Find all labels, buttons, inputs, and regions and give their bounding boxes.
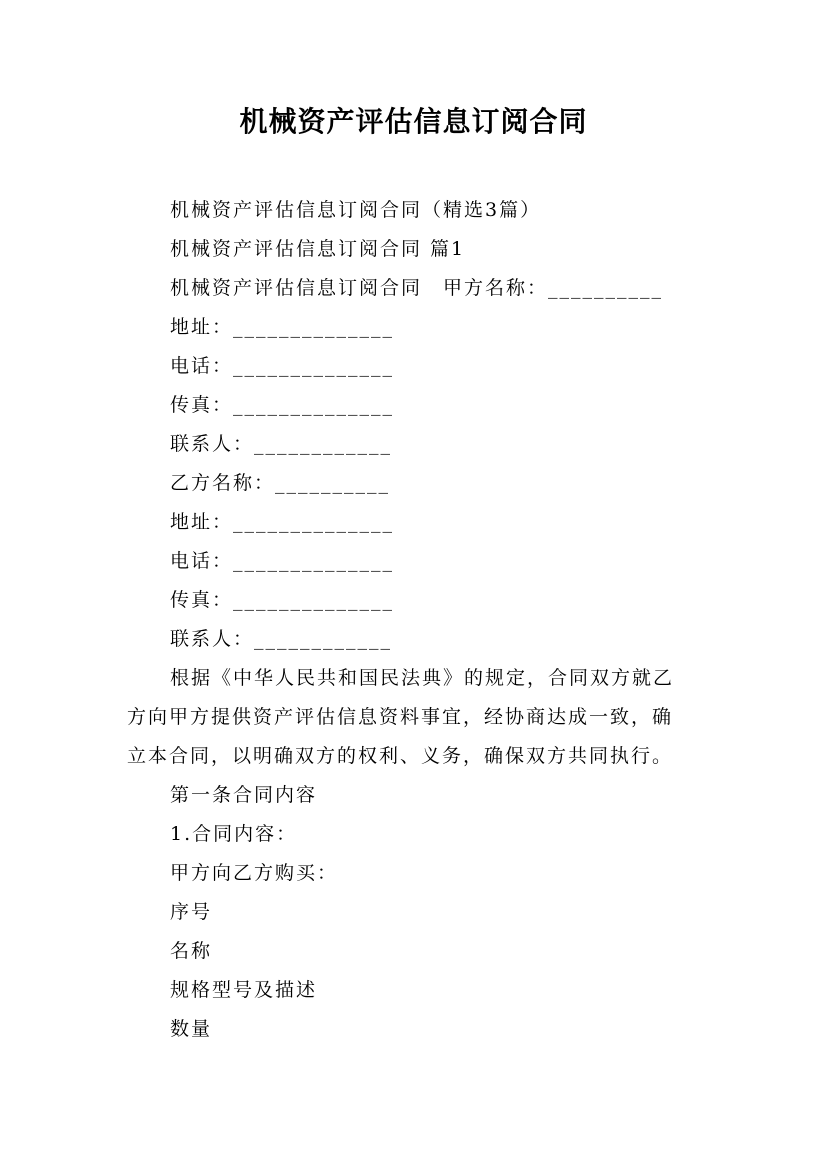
- clause-line: 1.合同内容：: [170, 823, 298, 845]
- paragraph-line: 根据《中华人民共和国民法典》的规定，合同双方就乙: [170, 667, 675, 689]
- party-b-phone-line: 电话：______________: [170, 550, 395, 572]
- article-heading: 第一条合同内容: [170, 784, 318, 806]
- party-a-phone-line: 电话：______________: [170, 355, 395, 377]
- list-item: 规格型号及描述: [170, 979, 318, 1001]
- party-b-name-line: 乙方名称：__________: [170, 472, 391, 494]
- list-item: 名称: [170, 940, 213, 962]
- document-title: 机械资产评估信息订阅合同: [239, 105, 588, 138]
- party-a-fax-line: 传真：______________: [170, 394, 395, 416]
- party-a-contact-line: 联系人：____________: [170, 433, 393, 455]
- list-item: 序号: [170, 901, 213, 923]
- party-a-name-line: 机械资产评估信息订阅合同 甲方名称：__________: [170, 277, 664, 299]
- party-b-fax-line: 传真：______________: [170, 589, 395, 611]
- section-heading: 机械资产评估信息订阅合同 篇1: [170, 238, 466, 260]
- list-item: 数量: [170, 1018, 213, 1040]
- party-b-contact-line: 联系人：____________: [170, 628, 393, 650]
- subtitle-line: 机械资产评估信息订阅合同（精选3篇）: [170, 199, 542, 221]
- party-a-address-line: 地址：______________: [170, 316, 395, 338]
- paragraph-line: 方向甲方提供资产评估信息资料事宜，经协商达成一致，确: [127, 706, 674, 728]
- party-b-address-line: 地址：______________: [170, 511, 395, 533]
- paragraph-line: 立本合同，以明确双方的权利、义务，确保双方共同执行。: [127, 745, 674, 767]
- clause-line: 甲方向乙方购买：: [170, 862, 339, 884]
